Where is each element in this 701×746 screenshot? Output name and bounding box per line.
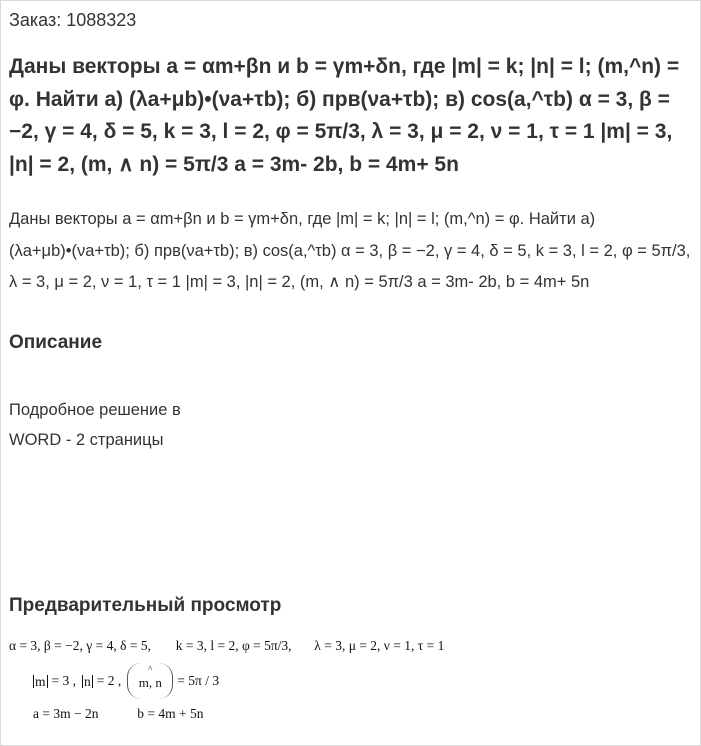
preview-line-3 bbox=[33, 706, 203, 722]
detail-line-2: WORD - 2 страницы bbox=[9, 431, 164, 449]
vector-b-formula: b = 4m + 5n bbox=[137, 706, 204, 721]
preview-params-3: λ = 3, μ = 2, ν = 1, τ = 1 bbox=[314, 638, 445, 653]
norm-m-value: = 3 , bbox=[51, 673, 77, 688]
angle-vectors: m, n bbox=[138, 675, 162, 690]
preview-line-2 bbox=[33, 661, 219, 701]
angle-hat: ^ bbox=[148, 664, 153, 674]
vector-a-formula: a = 3m − 2n bbox=[33, 706, 99, 721]
preview-params-2: k = 3, l = 2, φ = 5π/3, bbox=[175, 638, 292, 653]
norm-n: n bbox=[84, 673, 91, 689]
product-title: Даны векторы a = αm+βn и b = γm+δn, где |m| = k; |n| = l; (m,^n) = φ. Найти а) (λa+μb)•(νa+τb); б) прв(νa+τb); в) cos(a,^τb) α = 3, β = −2, γ = 4, δ = 5, k = 3, l = 2, φ = 5π/3, λ = 3, μ = 2, ν = 1, τ = 1 |m| = 3, |n| = 2, (m, ∧ n) = 5π/3 a = 3m- 2b, b = 4m+ 5n bbox=[9, 55, 680, 176]
preview-params-1: α = 3, β = −2, γ = 4, δ = 5, bbox=[9, 638, 151, 653]
detail-line-1: Подробное решение в bbox=[9, 401, 181, 419]
norm-m: m bbox=[35, 673, 46, 689]
preview-line-1 bbox=[9, 638, 444, 654]
norm-n-value: = 2 , bbox=[96, 673, 122, 688]
description-details bbox=[9, 395, 181, 455]
preview-heading: Предварительный просмотр bbox=[9, 595, 282, 616]
angle-expression bbox=[127, 663, 173, 699]
product-description: Даны векторы a = αm+βn и b = γm+δn, где |m| = k; |n| = l; (m,^n) = φ. Найти а) (λa+μb)•(νa+τb); б) прв(νa+τb); в) cos(a,^τb) α = 3, β = −2, γ = 4, δ = 5, k = 3, l = 2, φ = 5π/3, λ = 3, μ = 2, ν = 1, τ = 1 |m| = 3, |n| = 2, (m, ∧ n) = 5π/3 a = 3m- 2b, b = 4m+ 5n bbox=[9, 210, 691, 291]
order-number: Заказ: 1088323 bbox=[9, 10, 137, 30]
angle-value: = 5π / 3 bbox=[177, 673, 220, 688]
description-heading: Описание bbox=[9, 332, 103, 353]
